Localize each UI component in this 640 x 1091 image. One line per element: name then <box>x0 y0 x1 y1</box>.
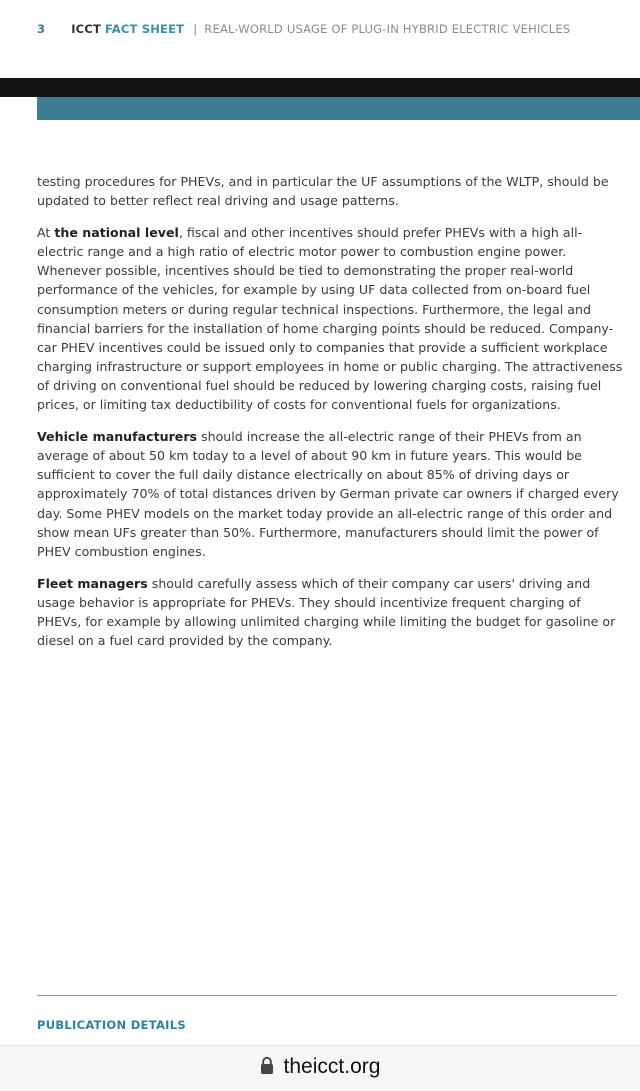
page-header <box>0 0 640 78</box>
paragraph-text: , fiscal and other incentives should prefer PHEVs with a high all-electric range and a high ratio of electric motor power to combustion engine power. Whenever possible, incentives should be tied to demonstrating the proper real-world performance of the vehicles, for example by using UF data collected from on-board fuel consumption meters or during regular technical inspections. Furthermore, the legal and financial barriers for the installation of home charging points should be reduced. Company-car PHEV incentives could be issued only to companies that provide a sufficient workplace charging infrastructure or support employees in home or public charging. The attractiveness of driving on conventional fuel should be reduced by lowering charging costs, raising fuel prices, or limiting tax deductibility of costs for conventional fuels for organizations. <box>37 225 623 413</box>
header-org: ICCT <box>71 22 102 36</box>
document-body <box>37 172 623 663</box>
running-header <box>37 22 570 36</box>
lock-icon <box>260 1056 274 1079</box>
paragraph-testing <box>37 172 623 210</box>
paragraph-national-level <box>37 223 623 414</box>
section-divider <box>37 995 617 996</box>
url-text[interactable]: theicct.org <box>283 1055 381 1078</box>
paragraph-bold-lead: Fleet managers <box>37 575 148 591</box>
browser-address-bar[interactable] <box>0 1045 640 1091</box>
teal-band <box>37 97 640 120</box>
top-black-bar <box>0 78 640 97</box>
header-sheet-label: FACT SHEET <box>105 22 185 36</box>
paragraph-vehicle-manufacturers <box>37 427 623 561</box>
paragraph-prefix: At <box>37 225 55 241</box>
header-separator: | <box>193 22 198 36</box>
paragraph-text: should increase the all-electric range of their PHEVs from an average of about 50 km today to a level of about 90 km in future years. This would be sufficient to cover the full daily distance electrically on about 85% of driving days or approximately 70% of total distances driven by German private car owners if charged every day. Some PHEV models on the market today provide an all-electric range of this order and show mean UFs greater than 50%. Furthermore, manufacturers should limit the power of PHEV combustion engines. <box>37 429 619 559</box>
paragraph-text: testing procedures for PHEVs, and in particular the UF assumptions of the WLTP, should be updated to better reflect real driving and usage patterns. <box>37 174 609 209</box>
paragraph-bold-lead: the national level <box>54 225 179 241</box>
paragraph-fleet-managers <box>37 574 623 650</box>
page-number: 3 <box>37 22 46 36</box>
paragraph-bold-lead: Vehicle manufacturers <box>37 429 198 445</box>
url-display[interactable] <box>0 1055 640 1079</box>
publication-details-heading: PUBLICATION DETAILS <box>37 1018 186 1032</box>
paragraph-text: should carefully assess which of their company car users' driving and usage behavior is appropriate for PHEVs. They should incentivize frequent charging of PHEVs, for example by allowing unlimited charging while limiting the budget for gasoline or diesel on a fuel card provided by the company. <box>37 575 616 649</box>
header-title: REAL-WORLD USAGE OF PLUG-IN HYBRID ELECTRIC VEHICLES <box>204 22 571 36</box>
